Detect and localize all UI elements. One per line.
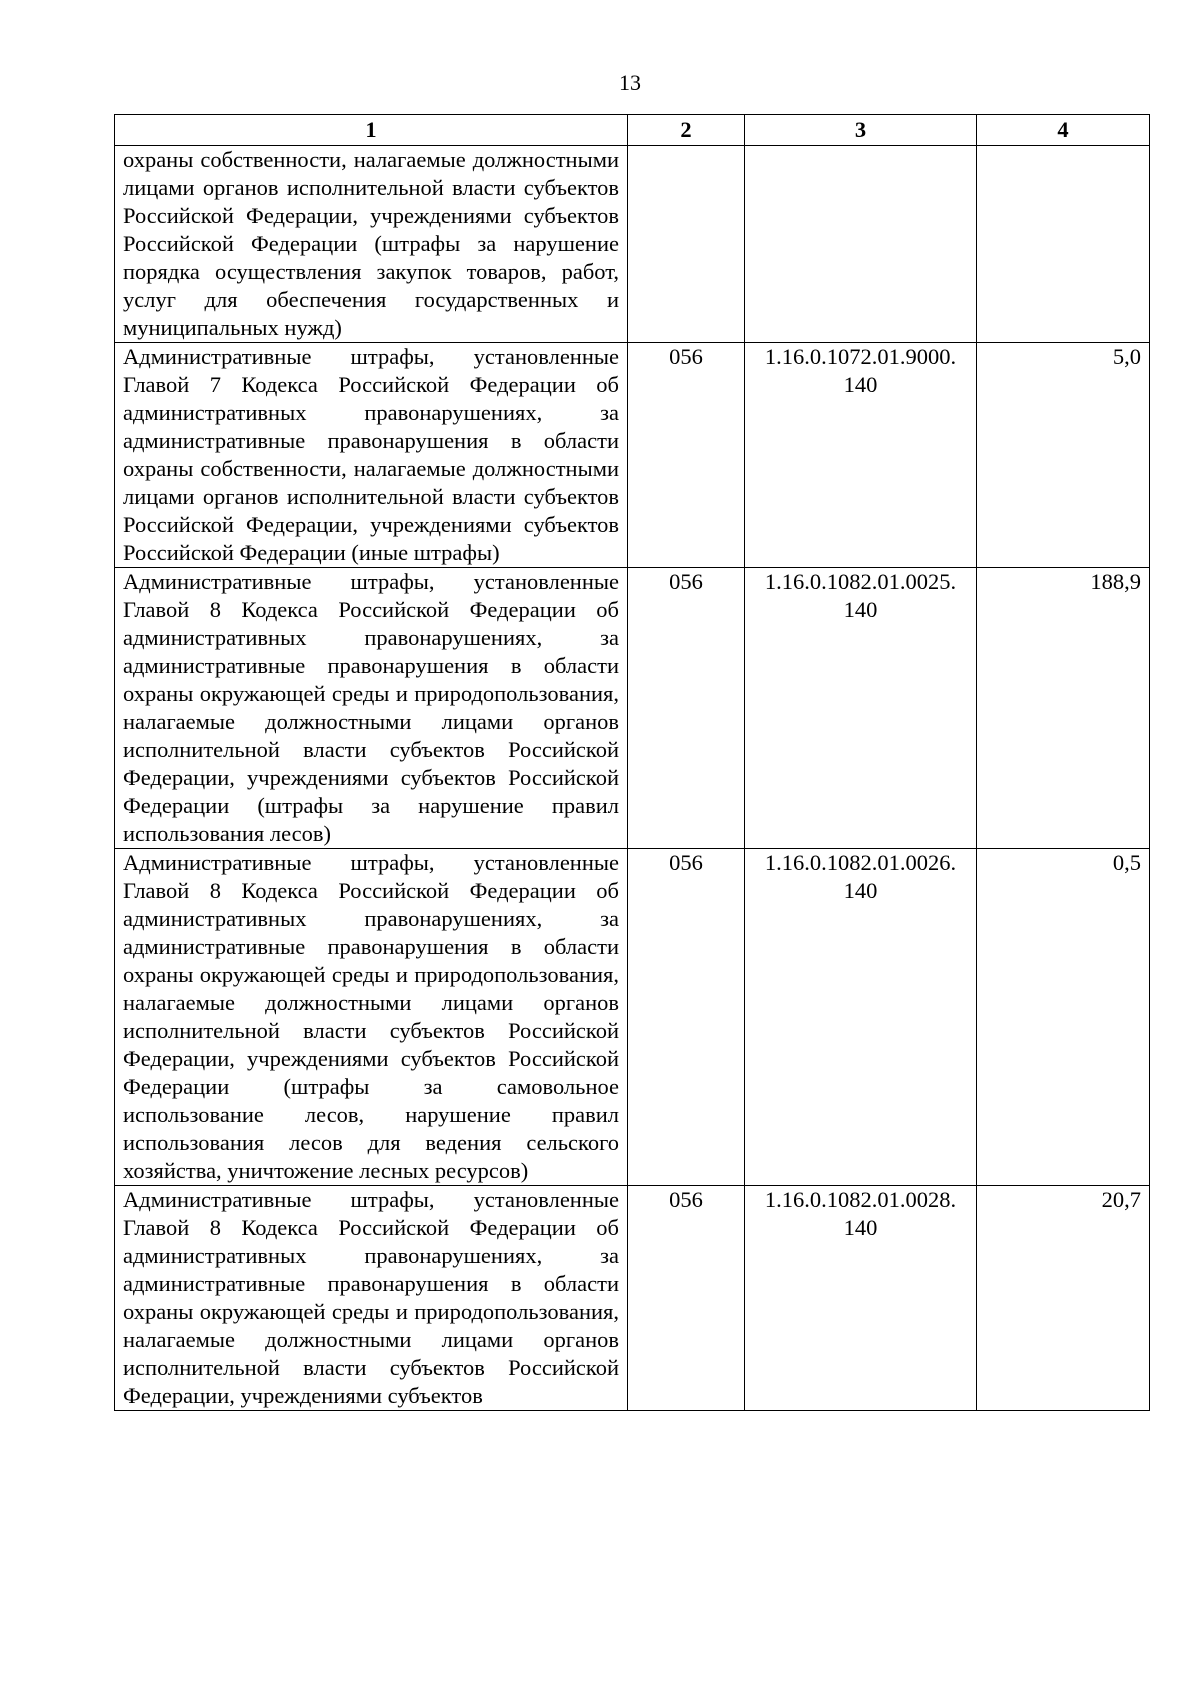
row-budget-code: 1.16.0.1082.01.0025. 140: [745, 568, 977, 849]
row-admin-code: 056: [628, 849, 745, 1186]
column-header-amount: 4: [977, 115, 1150, 146]
row-description: Административные штрафы, установленные Главой 8 Кодекса Российской Федерации об административных правонарушениях, за административные правонарушения в области охраны окружающей среды и природопользования, налагаемые должностными лицами органов исполнительной власти субъектов Российской Федерации, учреждениями субъектов Российской Федерации (штрафы за самовольное использование лесов, нарушение правил использования лесов для ведения сельского хозяйства, уничтожение лесных ресурсов): [115, 849, 628, 1186]
row-amount: [977, 146, 1150, 343]
row-budget-code: 1.16.0.1082.01.0028. 140: [745, 1186, 977, 1411]
row-admin-code: 056: [628, 568, 745, 849]
row-amount: 188,9: [977, 568, 1150, 849]
page-number: 13: [619, 70, 641, 95]
row-description: Административные штрафы, установленные Главой 7 Кодекса Российской Федерации об административных правонарушениях, за административные правонарушения в области охраны собственности, налагаемые должностными лицами органов исполнительной власти субъектов Российской Федерации, учреждениями субъектов Российской Федерации (иные штрафы): [115, 343, 628, 568]
column-header-description: 1: [115, 115, 628, 146]
row-description: Административные штрафы, установленные Главой 8 Кодекса Российской Федерации об административных правонарушениях, за административные правонарушения в области охраны окружающей среды и природопользования, налагаемые должностными лицами органов исполнительной власти субъектов Российской Федерации, учреждениями субъектов Российской Федерации (штрафы за нарушение правил использования лесов): [115, 568, 628, 849]
budget-revenue-table: [114, 114, 1150, 1411]
table-row: [115, 343, 1150, 568]
table-row: [115, 146, 1150, 343]
row-amount: 0,5: [977, 849, 1150, 1186]
table-row: [115, 568, 1150, 849]
row-admin-code: [628, 146, 745, 343]
column-header-budget-code: 3: [745, 115, 977, 146]
row-budget-code: 1.16.0.1072.01.9000. 140: [745, 343, 977, 568]
row-amount: 5,0: [977, 343, 1150, 568]
column-header-admin-code: 2: [628, 115, 745, 146]
row-description: охраны собственности, налагаемые должностными лицами органов исполнительной власти субъектов Российской Федерации, учреждениями субъектов Российской Федерации (штрафы за нарушение порядка осуществления закупок товаров, работ, услуг для обеспечения государственных и муниципальных нужд): [115, 146, 628, 343]
row-description: Административные штрафы, установленные Главой 8 Кодекса Российской Федерации об административных правонарушениях, за административные правонарушения в области охраны окружающей среды и природопользования, налагаемые должностными лицами органов исполнительной власти субъектов Российской Федерации, учреждениями субъектов: [115, 1186, 628, 1411]
table-header-row: [115, 115, 1150, 146]
row-admin-code: 056: [628, 343, 745, 568]
row-budget-code: 1.16.0.1082.01.0026. 140: [745, 849, 977, 1186]
row-amount: 20,7: [977, 1186, 1150, 1411]
row-admin-code: 056: [628, 1186, 745, 1411]
table-row: [115, 1186, 1150, 1411]
table-row: [115, 849, 1150, 1186]
row-budget-code: [745, 146, 977, 343]
